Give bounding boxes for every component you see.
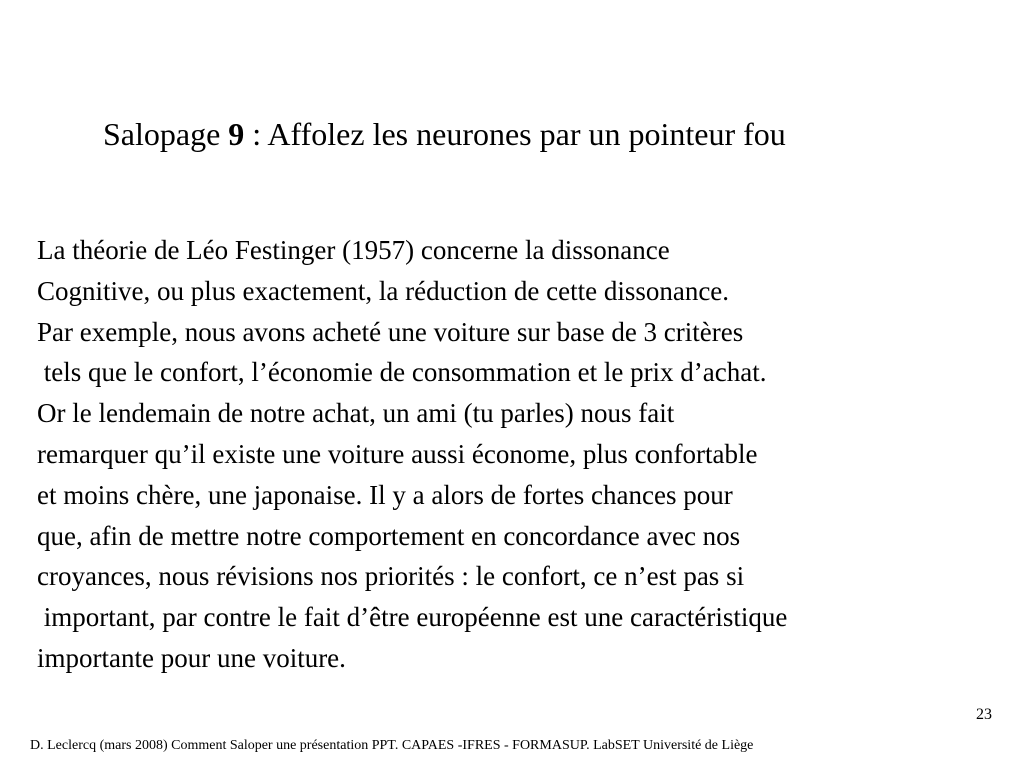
footer-credit: D. Leclercq (mars 2008) Comment Saloper une présentation PPT. CAPAES -IFRES - FORMASUP. LabSET Université de Liège [30,738,754,753]
page-number: 23 [976,706,992,723]
slide-title-suffix: : Affolez les neurones par un pointeur fou [244,116,786,152]
body-line: tels que le confort, l’économie de consommation et le prix d’achat. [37,357,767,388]
body-line: remarquer qu’il existe une voiture aussi économe, plus confortable [37,438,758,469]
body-line: et moins chère, une japonaise. Il y a alors de fortes chances pour [37,479,733,510]
body-line: croyances, nous révisions nos priorités : le confort, ce n’est pas si [37,561,745,592]
body-line: importante pour une voiture. [37,642,346,673]
slide-title [103,112,786,156]
body-line: important, par contre le fait d’être européenne est une caractéristique [37,602,788,633]
body-line: Or le lendemain de notre achat, un ami (tu parles) nous fait [37,398,675,429]
body-line: Cognitive, ou plus exactement, la réduction de cette dissonance. [37,275,730,306]
body-line: que, afin de mettre notre comportement en concordance avec nos [37,520,741,551]
slide-title-prefix: Salopage [103,116,229,152]
body-line: La théorie de Léo Festinger (1957) concerne la dissonance [37,235,670,265]
slide-title-number: 9 [228,116,245,152]
slide-body [37,230,1017,679]
body-line: Par exemple, nous avons acheté une voiture sur base de 3 critères [37,316,744,347]
